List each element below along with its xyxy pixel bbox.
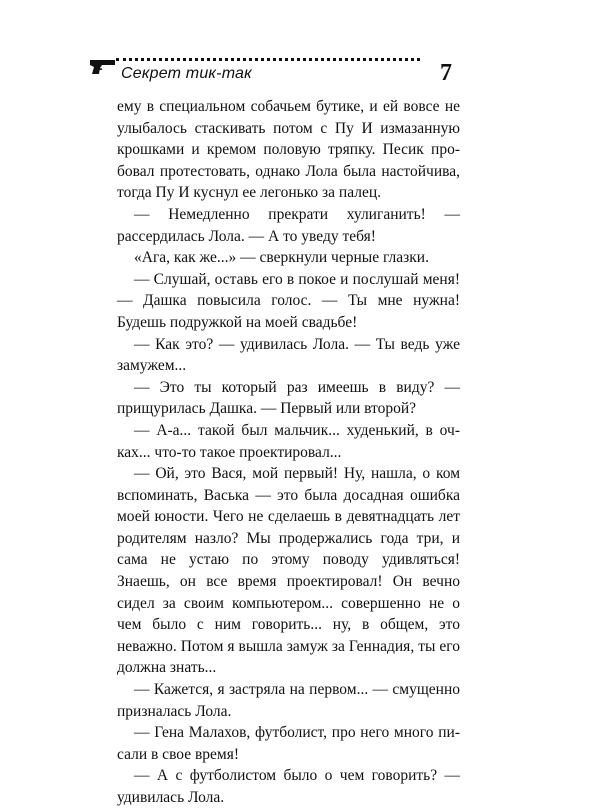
pistol-icon (88, 56, 118, 76)
paragraph: — Ой, это Вася, мой первый! Ну, нашла, о ком вспоминать, Васька — это была досадная ошибка моей юности. Чего не сделаешь в девятнадцать лет родителям назло? Мы продержались года три, и сама не устаю по этому поводу удивляться! Знаешь, он все время проектировал! Он вечно сидел за своим компьютером... совершенно не о чем было с ним говорить... ну, в общем, это неважно. Потом я вышла замуж за Геннадия, ты его должна знать... (117, 465, 460, 677)
paragraph: — Кажется, я застряла на первом... — смущенно призналась Лола. (117, 681, 460, 720)
paragraph: — Как это? — удивилась Лола. — Ты ведь уже замужем... (117, 335, 460, 375)
paragraph: — Гена Малахов, футболист, про него много писали в свое время! (117, 724, 460, 763)
paragraph: — Слушай, оставь его в покое и послушай меня! — Дашка повысила голос. — Ты мне нужна! Будешь подружкой на моей свадьбе! (117, 270, 460, 331)
paragraph: — А-а... такой был мальчик... худенький, в очках... что-то такое проектировал... (117, 421, 460, 461)
paragraph: «Ага, как же...» — сверкнули черные глазки. (134, 249, 429, 267)
paragraph: — А с футболистом было о чем говорить? — удивилась Лола. (117, 767, 460, 806)
series-title: Секрет тик-так (121, 65, 252, 82)
running-header (88, 58, 464, 92)
paragraph: ему в специальном собачьем бутике, и ей вовсе не улыбалось стаскивать потом с Пу И измазанную крошками и кремом половую тряпку. Песик пробовал протестовать, однако Лола была настойчива, тогда Пу И куснул ее легонько за палец. (117, 98, 460, 202)
paragraph: — Это ты который раз имеешь в виду? — прищурилась Дашка. — Первый или второй? (117, 378, 460, 418)
page-number: 7 (440, 60, 452, 86)
paragraph: — Немедленно прекрати хулиганить! — рассердилась Лола. — А то уведу тебя! (117, 205, 460, 245)
body-text (117, 96, 460, 809)
